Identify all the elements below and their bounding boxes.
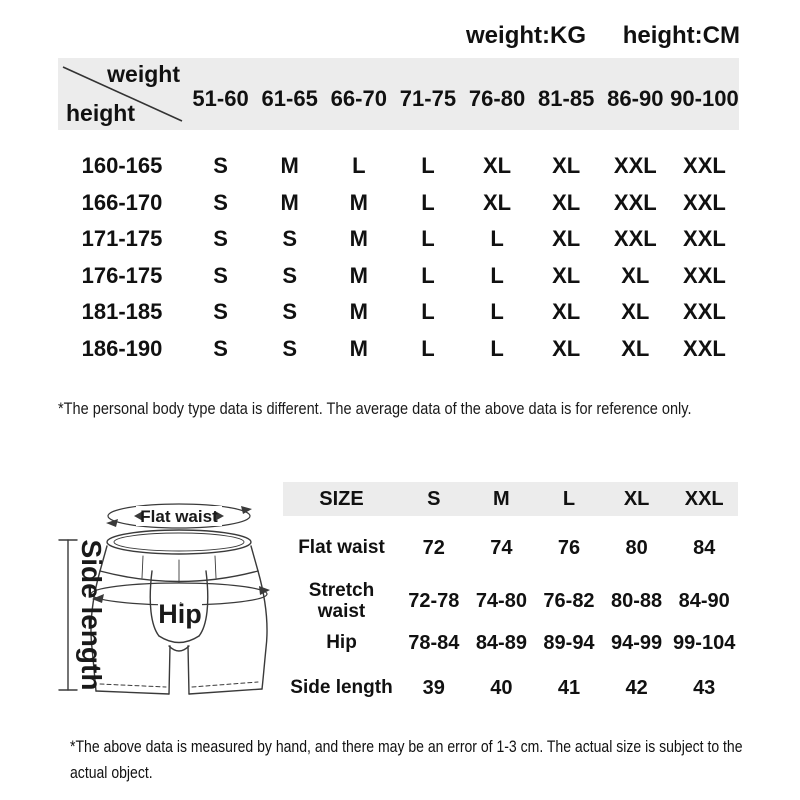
weight-range-header: 66-70 [330, 86, 387, 111]
weight-unit-label: weight:KG [466, 22, 587, 49]
measurement-row [283, 531, 738, 565]
measurement-error-note: *The above data is measured by hand, and there may be an error of 1-3 cm. The actual size is subject to the actual object. [70, 738, 743, 782]
measurement-header: XXL [684, 487, 724, 510]
measurement-value: 40 [490, 676, 513, 699]
size-cell: XL [621, 335, 650, 361]
measurement-header: XL [623, 487, 650, 510]
size-chart-row [58, 258, 739, 295]
measurement-value: 76-82 [543, 589, 595, 612]
measurement-row [283, 626, 738, 660]
weight-range-header: 71-75 [399, 86, 457, 111]
size-chart-row [58, 185, 739, 222]
size-cell: XXL [613, 153, 657, 179]
size-cell: S [213, 299, 228, 325]
measurement-value: 43 [693, 676, 716, 699]
measurement-header: S [427, 487, 441, 510]
size-cell: L [490, 335, 504, 361]
size-cell: L [490, 226, 504, 252]
size-cell: XXL [683, 153, 726, 179]
measurement-value: 74 [490, 536, 513, 559]
size-chart-header-row [58, 58, 739, 130]
size-cell: XXL [683, 335, 726, 361]
measurement-value: 42 [625, 676, 648, 699]
size-cell: XL [483, 153, 512, 179]
size-cell: XXL [613, 189, 657, 215]
height-range-label: 166-170 [81, 189, 163, 215]
height-range-label: 171-175 [81, 226, 163, 252]
weight-range-header: 86-90 [607, 86, 664, 111]
size-cell: M [349, 335, 368, 361]
size-cell: XXL [683, 262, 726, 288]
height-unit-label: height:CM [622, 22, 740, 49]
measurement-label: Stretch waist [308, 579, 375, 622]
flat-waist-label: Flat waist [140, 507, 218, 526]
measurement-value: 41 [557, 676, 581, 699]
measurement-header: M [493, 487, 510, 510]
size-cell: XL [483, 189, 512, 215]
body-type-note: *The personal body type data is different. The average data of the above data is for reference only. [58, 399, 692, 418]
height-range-label: 176-175 [81, 262, 163, 288]
measurement-value: 80-88 [611, 589, 663, 612]
size-chart-row [58, 148, 739, 185]
measurement-value: 72-78 [408, 589, 460, 612]
size-chart-row [58, 221, 739, 258]
measurement-table [283, 482, 738, 705]
measurement-value: 99-104 [673, 631, 736, 654]
size-cell: M [349, 226, 368, 252]
measurement-header-row [283, 482, 738, 516]
size-cell: XXL [613, 226, 657, 252]
size-cell: M [349, 262, 368, 288]
size-cell: L [421, 226, 435, 252]
measurement-value: 39 [422, 676, 445, 699]
measurement-header: SIZE [319, 487, 364, 510]
size-cell: L [352, 153, 366, 179]
size-cell: L [490, 262, 504, 288]
size-cell: S [282, 226, 298, 252]
corner-height-label: height [66, 100, 135, 126]
size-cell: M [349, 299, 368, 325]
measurement-value: 72 [422, 536, 445, 559]
measurement-value: 80 [625, 536, 648, 559]
measurement-value: 84-90 [678, 589, 730, 612]
weight-range-header: 61-65 [261, 86, 318, 111]
size-cell: M [280, 153, 299, 179]
size-cell: S [213, 153, 228, 179]
size-cell: L [421, 299, 435, 325]
size-cell: S [282, 299, 298, 325]
measurement-value: 76 [557, 536, 581, 559]
size-cell: XXL [683, 189, 726, 215]
size-cell: XL [552, 299, 581, 325]
height-range-label: 186-190 [81, 335, 163, 361]
corner-weight-label: weight [107, 61, 180, 87]
measurement-value: 84-89 [475, 631, 527, 654]
size-cell: S [282, 262, 298, 288]
size-chart-body [58, 148, 739, 367]
measurement-value: 84 [693, 536, 716, 559]
measurement-header: L [562, 487, 576, 510]
size-cell: XL [552, 153, 581, 179]
hip-label: Hip [158, 599, 202, 629]
units-line [0, 22, 740, 50]
size-cell: M [349, 189, 368, 215]
size-cell: XL [621, 262, 650, 288]
size-chart-row [58, 331, 739, 368]
size-cell: S [213, 189, 228, 215]
size-cell: XXL [683, 226, 726, 252]
size-cell: L [490, 299, 504, 325]
size-cell: XXL [683, 299, 726, 325]
side-length-label: Side length [76, 539, 107, 691]
size-cell: L [421, 262, 435, 288]
shorts-illustration [48, 478, 293, 718]
height-range-label: 181-185 [81, 299, 163, 325]
waistband-outline [100, 530, 258, 582]
measurement-value: 78-84 [408, 631, 460, 654]
size-cell: XL [552, 335, 581, 361]
size-cell: S [213, 262, 228, 288]
side-length-indicator [59, 540, 77, 690]
size-cell: S [213, 335, 228, 361]
weight-range-header: 90-100 [670, 86, 739, 111]
weight-range-header: 51-60 [192, 86, 249, 111]
size-chart-row [58, 294, 739, 331]
size-cell: S [282, 335, 298, 361]
shorts-diagram [48, 478, 293, 718]
size-cell: XL [552, 226, 581, 252]
measurement-row [283, 578, 738, 624]
size-cell: L [421, 189, 435, 215]
measurement-label: Hip [326, 632, 357, 654]
measurement-value: 94-99 [611, 631, 663, 654]
height-range-label: 160-165 [81, 153, 163, 179]
measurement-label: Side length [290, 677, 393, 699]
measurement-label: Flat waist [298, 537, 385, 559]
measurement-row [283, 671, 738, 705]
size-cell: M [280, 189, 299, 215]
size-chart-corner-cell [58, 58, 186, 130]
size-cell: L [421, 335, 435, 361]
measurement-value: 74-80 [475, 589, 527, 612]
size-cell: XL [552, 262, 581, 288]
weight-range-header: 76-80 [468, 86, 526, 111]
size-cell: S [213, 226, 228, 252]
weight-range-header: 81-85 [538, 86, 595, 111]
measurement-value: 89-94 [543, 631, 595, 654]
size-cell: XL [552, 189, 581, 215]
size-chart-table [58, 58, 739, 367]
size-cell: L [421, 153, 435, 179]
shorts-body-outline [91, 571, 267, 694]
size-cell: XL [621, 299, 650, 325]
